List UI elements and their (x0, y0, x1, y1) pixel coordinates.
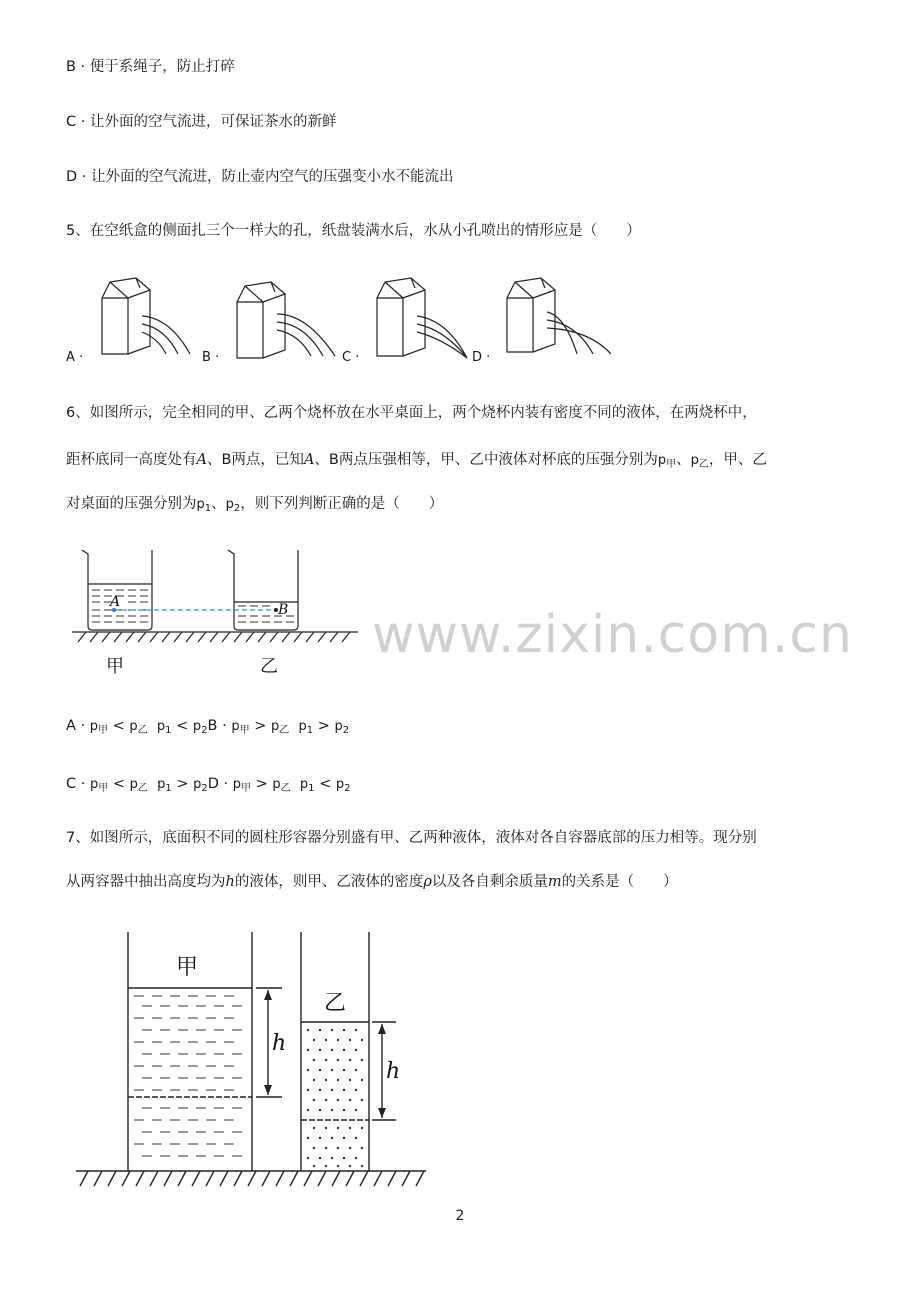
q7-stem-line1: 7、如图所示，底面积不同的圆柱形容器分别盛有甲、乙两种液体，液体对各自容器底部的压力相等。现分别 (66, 830, 757, 846)
label-jia: 甲 (106, 656, 124, 677)
beaker-yi (228, 550, 298, 630)
page-number: 2 (455, 1208, 465, 1224)
q7-stem-line2: 从两容器中抽出高度均为h的液体，则甲、乙液体的密度ρ以及各自剩余质量m的关系是（ ） (66, 874, 678, 890)
q5-label-a: A · (66, 350, 84, 365)
carton-c (377, 278, 467, 358)
liquid-dashes (92, 590, 294, 622)
q6-options-cd: $C \cdot p_甲 < p_乙$ $p_1 > p_2D \cdot p_甲 > p_乙$ $p_1 < p_2$ (66, 776, 351, 794)
label-b: B (278, 602, 289, 618)
label-h-jia: h (272, 1031, 287, 1056)
table-hatching (78, 632, 350, 642)
q5-label-d: D · (472, 350, 491, 365)
q5-figure (60, 276, 620, 368)
q4-option-b: B · 便于系绳子，防止打碎 (66, 59, 235, 75)
q7-figure (70, 926, 430, 1194)
label-jia: 甲 (176, 955, 199, 980)
watermark: www.zixin.com.cn (372, 605, 853, 665)
label-yi: 乙 (324, 991, 347, 1016)
q5-label-b: B · (202, 350, 220, 365)
q6-options-ab: $A \cdot p_甲 < p_乙$ $p_1 < p_2B \cdot p_甲 > p_乙$ $p_1 > p_2$ (66, 718, 350, 736)
label-yi: 乙 (260, 656, 278, 677)
q6-figure (68, 544, 368, 679)
q6-stem-line1: 6、如图所示，完全相同的甲、乙两个烧杯放在水平桌面上，两个烧杯内装有密度不同的液体，在两烧杯中， (66, 405, 757, 421)
ground-hatching (80, 1171, 424, 1186)
liquid-yi (307, 1029, 363, 1167)
q6-stem-line3: 对桌面的压强分别为$p_1$、$p_2$，则下列判断正确的是（ ） (66, 496, 444, 514)
container-yi (301, 932, 369, 1171)
q5-label-c: C · (342, 350, 360, 365)
label-a: A (110, 594, 121, 610)
carton-d (507, 278, 611, 354)
carton-b (237, 282, 335, 358)
carton-a (102, 278, 190, 354)
liquid-jia (134, 996, 242, 1156)
q5-stem: 5、在空纸盒的侧面扎三个一样大的孔，纸盘装满水后，水从小孔喷出的情形应是（ ） (66, 223, 641, 239)
q4-option-d: D · 让外面的空气流进，防止壶内空气的压强变小水不能流出 (66, 169, 454, 185)
q6-stem-line2: 距杯底同一高度处有A、B两点，已知A、B两点压强相等，甲、乙中液体对杯底的压强分别为$p_甲$、$p_乙$，甲、乙 (66, 452, 767, 470)
label-h-yi: h (386, 1059, 401, 1084)
q4-option-c: C · 让外面的空气流进，可保证茶水的新鲜 (66, 114, 337, 130)
